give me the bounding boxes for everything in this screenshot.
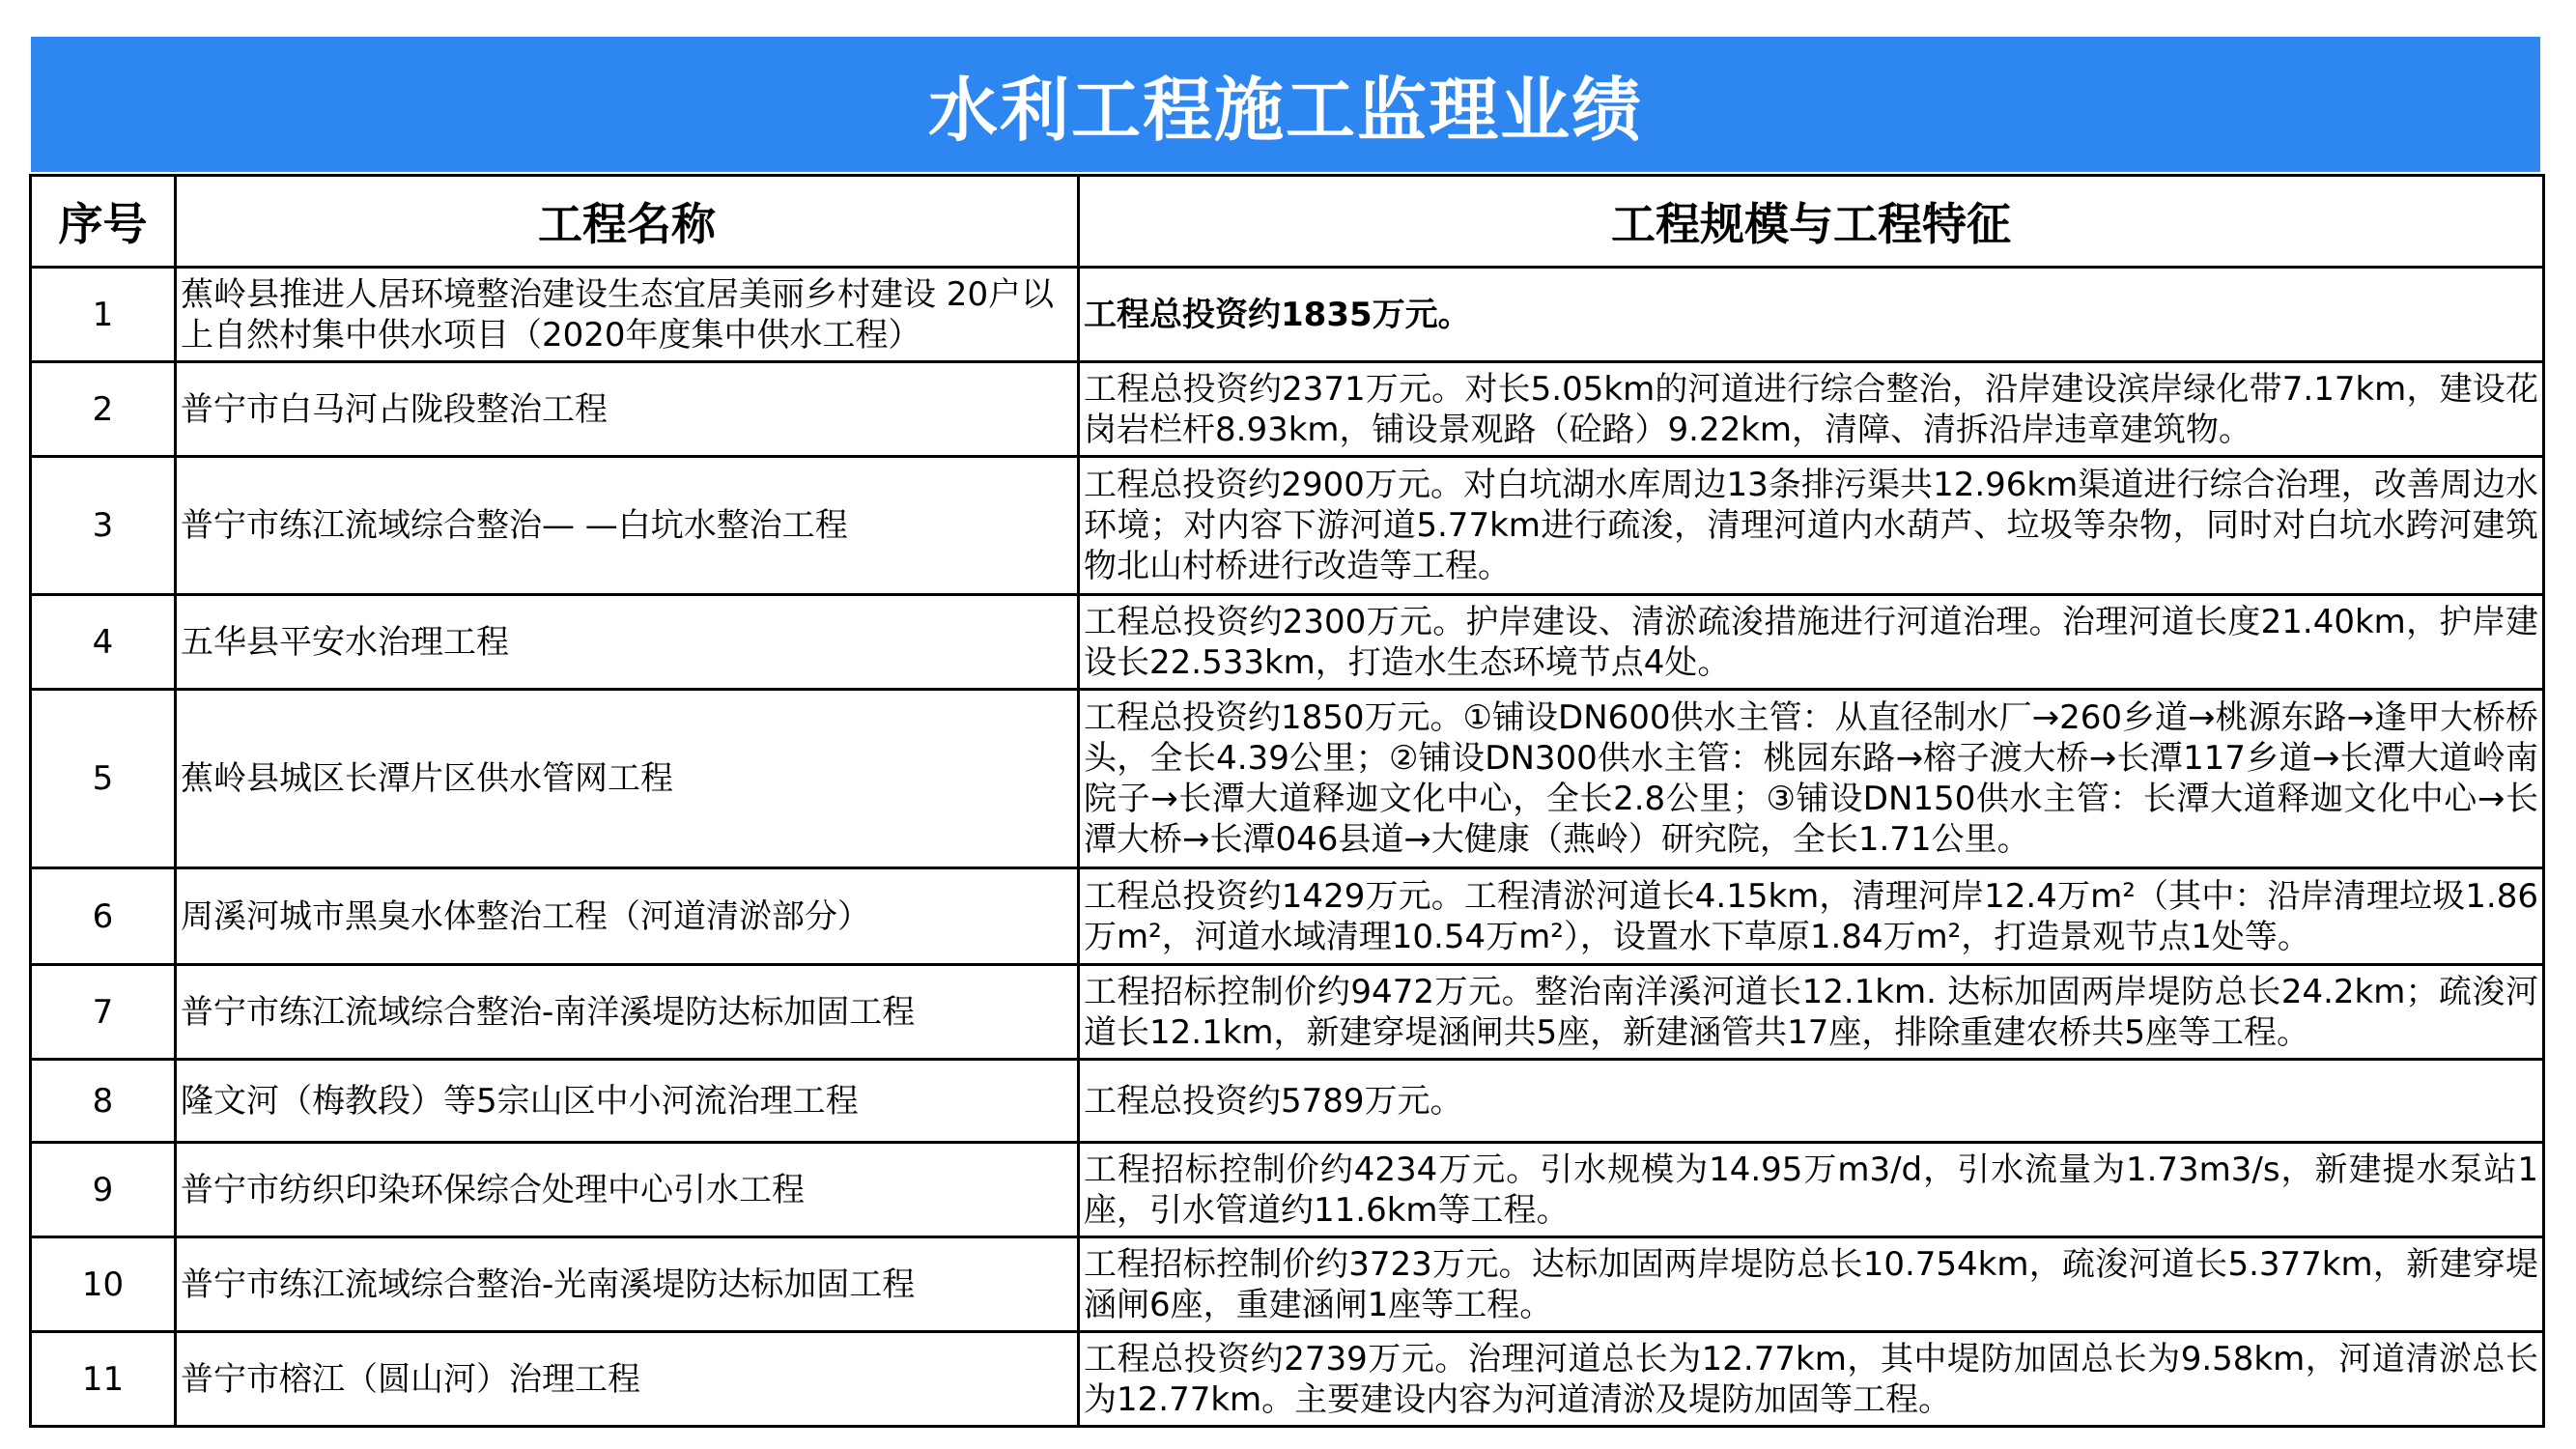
row-project-name: 普宁市纺织印染环保综合处理中心引水工程 xyxy=(176,1143,1079,1237)
row-description: 工程总投资约2300万元。护岸建设、清淤疏浚措施进行河道治理。治理河道长度21.40km，护岸建设长22.533km，打造水生态环境节点4处。 xyxy=(1079,595,2544,690)
performance-table xyxy=(29,174,2545,1428)
table-row xyxy=(31,965,2544,1060)
header-project-name: 工程名称 xyxy=(176,176,1079,268)
row-project-name: 周溪河城市黑臭水体整治工程（河道清淤部分） xyxy=(176,868,1079,965)
row-description: 工程招标控制价约9472万元。整治南洋溪河道长12.1km. 达标加固两岸堤防总长24.2km；疏浚河道长12.1km，新建穿堤涵闸共5座，新建涵管共17座，排除重建农桥共5座等工程。 xyxy=(1079,965,2544,1060)
table-row xyxy=(31,1060,2544,1143)
table-row xyxy=(31,1332,2544,1427)
row-description: 工程总投资约1835万元。 xyxy=(1079,268,2544,362)
row-project-name: 普宁市练江流域综合整治-南洋溪堤防达标加固工程 xyxy=(176,965,1079,1060)
row-project-name: 普宁市练江流域综合整治— —白坑水整治工程 xyxy=(176,457,1079,595)
row-project-name: 隆文河（梅教段）等5宗山区中小河流治理工程 xyxy=(176,1060,1079,1143)
row-index: 3 xyxy=(31,457,176,595)
row-description: 工程总投资约2900万元。对白坑湖水库周边13条排污渠共12.96km渠道进行综合治理，改善周边水环境；对内容下游河道5.77km进行疏浚，清理河道内水葫芦、垃圾等杂物，同时对白坑水跨河建筑物北山村桥进行改造等工程。 xyxy=(1079,457,2544,595)
header-index: 序号 xyxy=(31,176,176,268)
row-index: 5 xyxy=(31,690,176,868)
table-row xyxy=(31,868,2544,965)
row-index: 8 xyxy=(31,1060,176,1143)
row-description: 工程招标控制价约3723万元。达标加固两岸堤防总长10.754km，疏浚河道长5.377km，新建穿堤涵闸6座，重建涵闸1座等工程。 xyxy=(1079,1237,2544,1332)
row-description: 工程招标控制价约4234万元。引水规模为14.95万m3/d，引水流量为1.73m3/s，新建提水泵站1座，引水管道约11.6km等工程。 xyxy=(1079,1143,2544,1237)
row-project-name: 普宁市白马河占陇段整治工程 xyxy=(176,362,1079,457)
header-scale-features: 工程规模与工程特征 xyxy=(1079,176,2544,268)
row-description: 工程总投资约1850万元。①铺设DN600供水主管：从直径制水厂→260乡道→桃源东路→逢甲大桥桥头，全长4.39公里；②铺设DN300供水主管：桃园东路→榕子渡大桥→长潭117乡道→长潭大道岭南院子→长潭大道释迦文化中心，全长2.8公里；③铺设DN150供水主管：长潭大道释迦文化中心→长潭大桥→长潭046县道→大健康（燕岭）研究院，全长1.71公里。 xyxy=(1079,690,2544,868)
page-title: 水利工程施工监理业绩 xyxy=(927,70,1643,151)
header-row xyxy=(31,176,2544,268)
row-description: 工程总投资约5789万元。 xyxy=(1079,1060,2544,1143)
table-row xyxy=(31,362,2544,457)
row-project-name: 五华县平安水治理工程 xyxy=(176,595,1079,690)
row-index: 1 xyxy=(31,268,176,362)
row-project-name: 普宁市榕江（圆山河）治理工程 xyxy=(176,1332,1079,1427)
row-description: 工程总投资约2371万元。对长5.05km的河道进行综合整治，沿岸建设滨岸绿化带7.17km，建设花岗岩栏杆8.93km，铺设景观路（砼路）9.22km，清障、清拆沿岸违章建筑物。 xyxy=(1079,362,2544,457)
row-description: 工程总投资约1429万元。工程清淤河道长4.15km，清理河岸12.4万m²（其中：沿岸清理垃圾1.86万m²，河道水域清理10.54万m²），设置水下草原1.84万m²，打造景观节点1处等。 xyxy=(1079,868,2544,965)
table-row xyxy=(31,1237,2544,1332)
row-index: 9 xyxy=(31,1143,176,1237)
row-index: 11 xyxy=(31,1332,176,1427)
title-banner xyxy=(31,37,2540,172)
row-index: 7 xyxy=(31,965,176,1060)
row-index: 2 xyxy=(31,362,176,457)
row-project-name: 蕉岭县城区长潭片区供水管网工程 xyxy=(176,690,1079,868)
row-description: 工程总投资约2739万元。治理河道总长为12.77km，其中堤防加固总长为9.58km，河道清淤总长为12.77km。主要建设内容为河道清淤及堤防加固等工程。 xyxy=(1079,1332,2544,1427)
row-index: 4 xyxy=(31,595,176,690)
table-row xyxy=(31,1143,2544,1237)
table-row xyxy=(31,595,2544,690)
row-index: 6 xyxy=(31,868,176,965)
row-project-name: 普宁市练江流域综合整治-光南溪堤防达标加固工程 xyxy=(176,1237,1079,1332)
table-row xyxy=(31,690,2544,868)
row-project-name: 蕉岭县推进人居环境整治建设生态宜居美丽乡村建设 20户以上自然村集中供水项目（2020年度集中供水工程） xyxy=(176,268,1079,362)
table-row xyxy=(31,457,2544,595)
row-index: 10 xyxy=(31,1237,176,1332)
table-row xyxy=(31,268,2544,362)
